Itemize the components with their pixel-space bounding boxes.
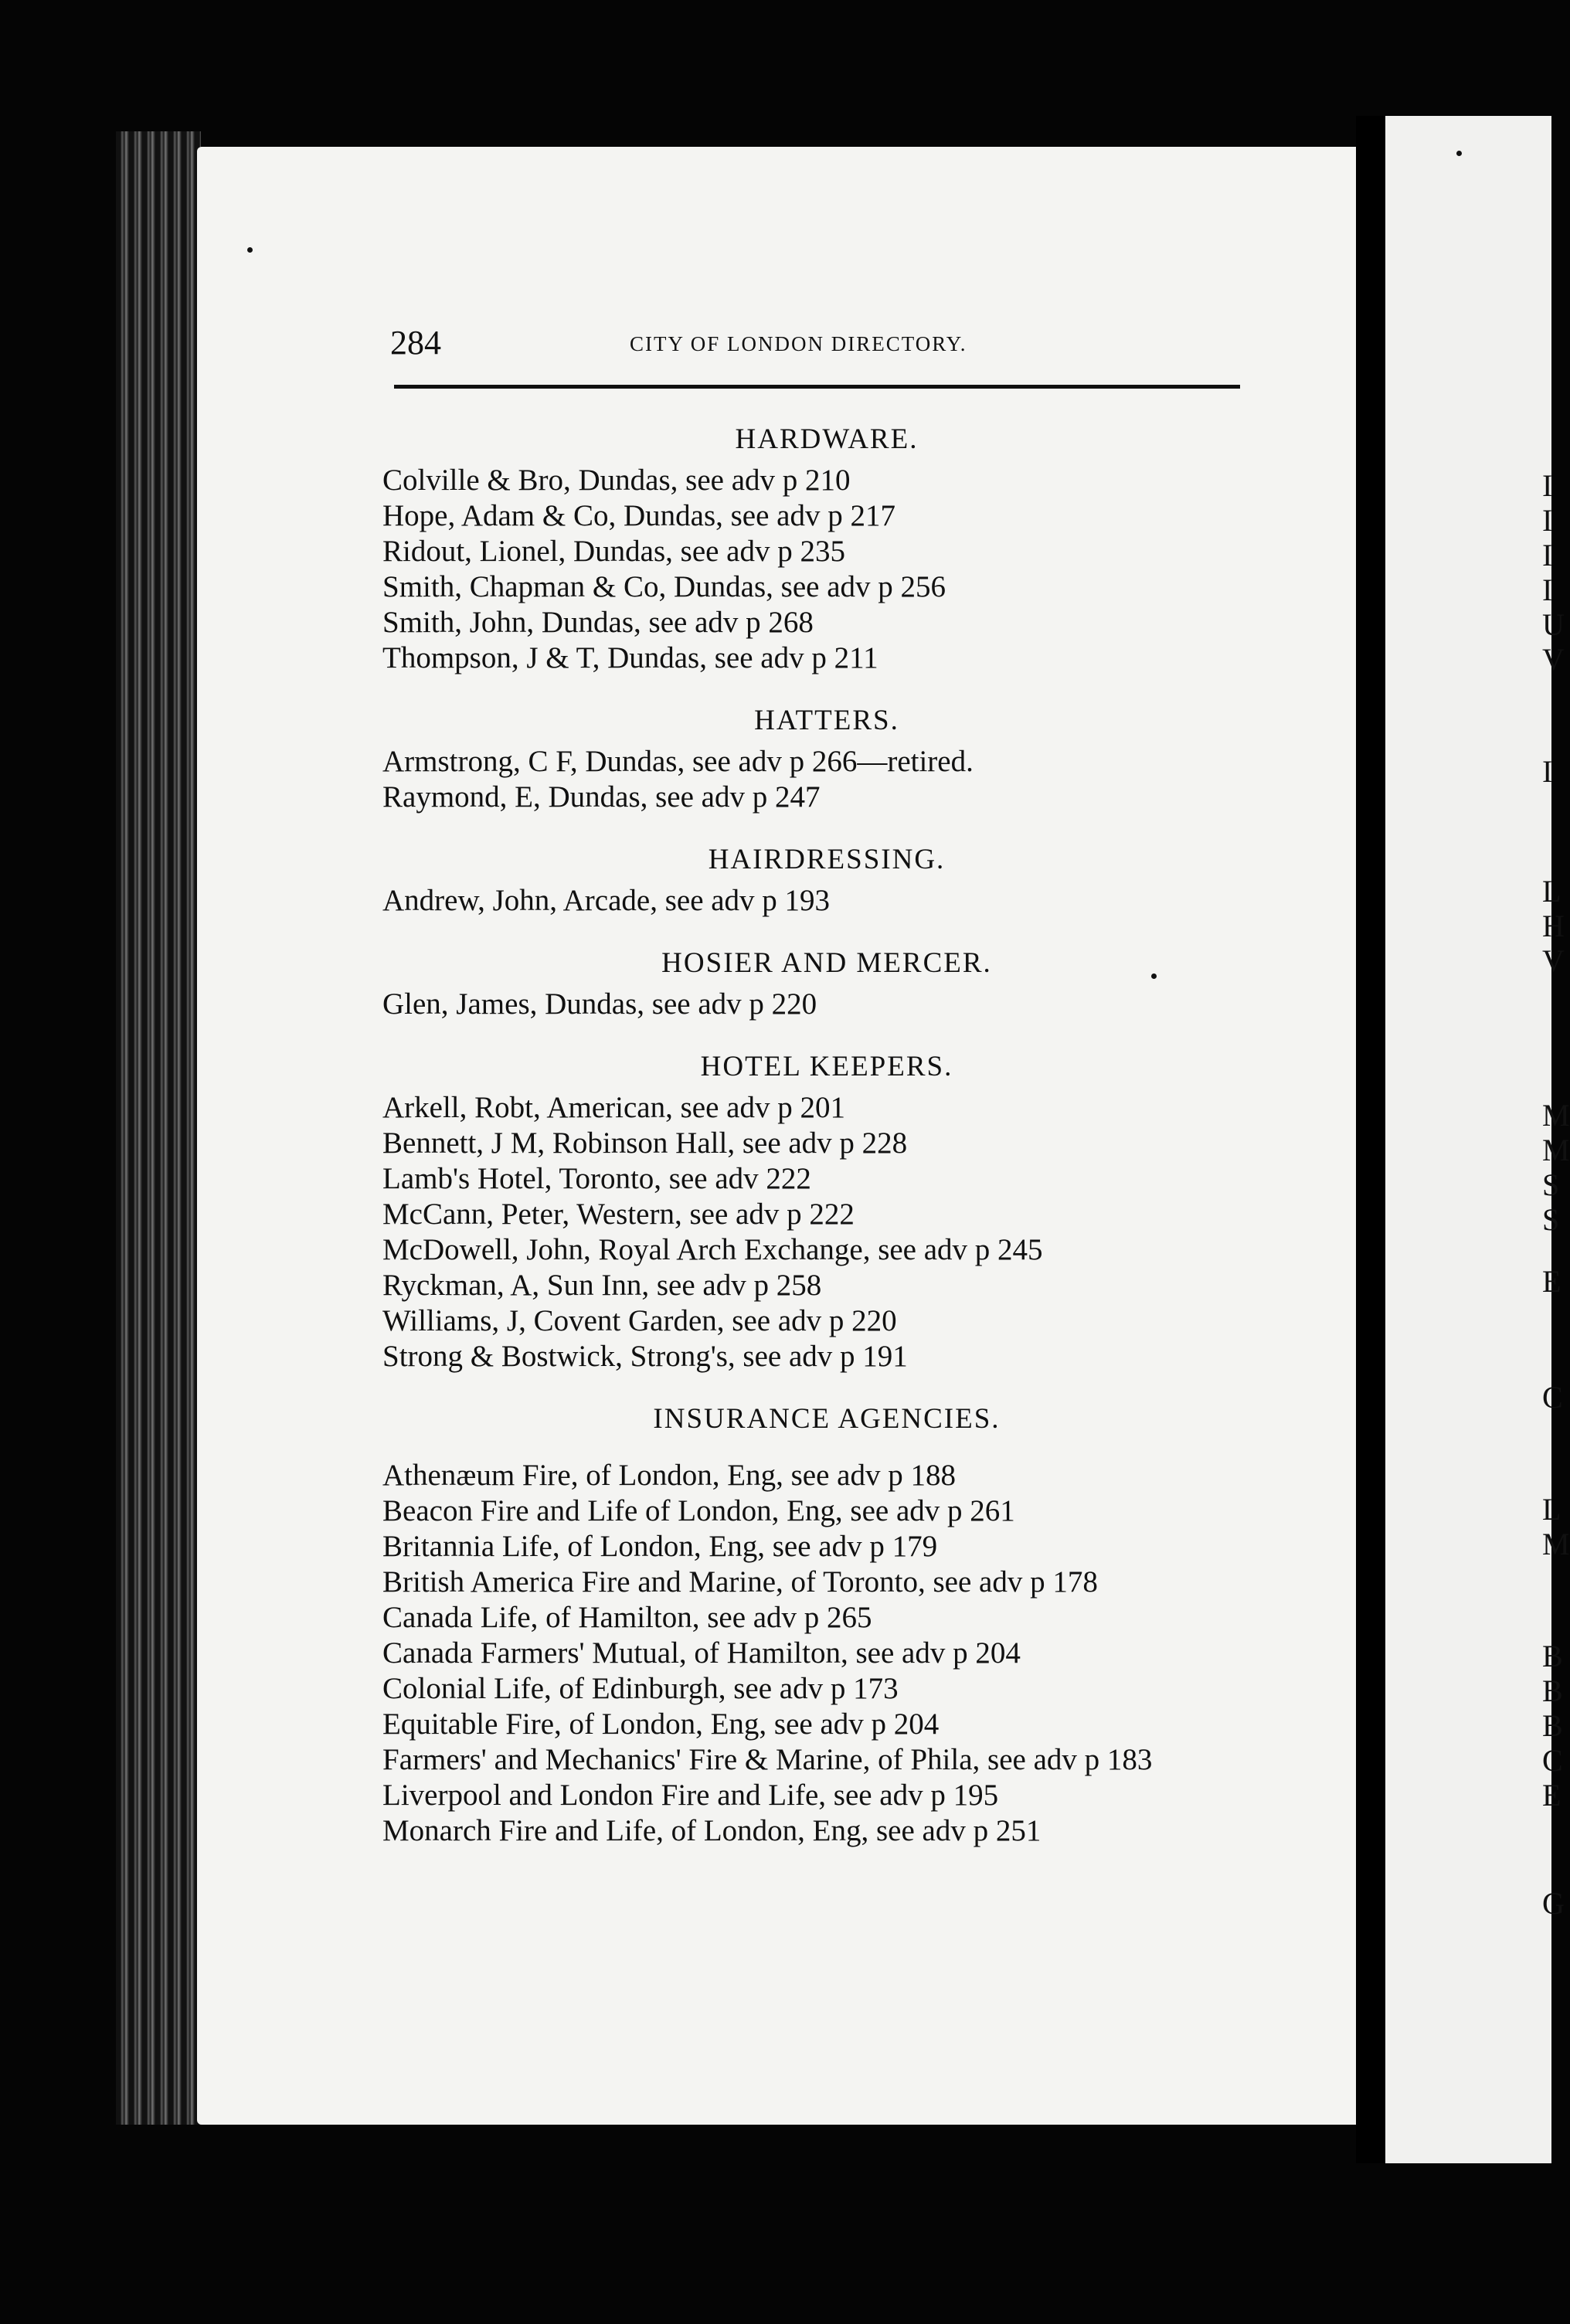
- list-item: Liverpool and London Fire and Life, see adv p 195: [382, 1779, 999, 1812]
- book-spine-shadow: [1356, 116, 1385, 2163]
- header-rule: [394, 385, 1240, 389]
- list-item: Colville & Bro, Dundas, see adv p 210: [382, 464, 851, 497]
- page-number: 284: [390, 324, 441, 362]
- facing-page-letter: I: [1542, 754, 1553, 789]
- list-item: Thompson, J & T, Dundas, see adv p 211: [382, 641, 878, 674]
- facing-page-letter: H: [1542, 909, 1565, 943]
- facing-page-letter: C: [1542, 1743, 1563, 1778]
- list-item: Glen, James, Dundas, see adv p 220: [382, 987, 817, 1021]
- facing-page-letter: S: [1542, 1167, 1560, 1202]
- section-gap: [382, 919, 1271, 945]
- page-header: [390, 323, 1240, 369]
- facing-page-letter: M: [1542, 1527, 1570, 1561]
- list-item: Arkell, Robt, American, see adv p 201: [382, 1091, 845, 1124]
- facing-page-letter: B: [1542, 1673, 1563, 1708]
- facing-page-letter: E: [1542, 1778, 1562, 1813]
- list-item: Athenæum Fire, of London, Eng, see adv p 188: [382, 1459, 956, 1492]
- list-item: Williams, J, Covent Garden, see adv p 220: [382, 1304, 897, 1337]
- facing-page-letter: E: [1542, 1264, 1562, 1299]
- list-item: Canada Farmers' Mutual, of Hamilton, see adv p 204: [382, 1636, 1021, 1670]
- list-item: Farmers' and Mechanics' Fire & Marine, of Phila, see adv p 183: [382, 1743, 1153, 1776]
- book-gutter: [116, 131, 201, 2125]
- spacer: [382, 1442, 1271, 1458]
- facing-page-letter: I: [1542, 573, 1553, 607]
- list-item: Armstrong, C F, Dundas, see adv p 266—retired.: [382, 745, 974, 778]
- section-insurance-agencies: [382, 1401, 1271, 1849]
- list-item: Ridout, Lionel, Dundas, see adv p 235: [382, 535, 845, 568]
- list-item: Ryckman, A, Sun Inn, see adv p 258: [382, 1269, 822, 1302]
- list-item: Hope, Adam & Co, Dundas, see adv p 217: [382, 499, 895, 532]
- running-head: CITY OF LONDON DIRECTORY.: [630, 332, 967, 355]
- list-item: Raymond, E, Dundas, see adv p 247: [382, 780, 821, 814]
- list-item: Equitable Fire, of London, Eng, see adv p 204: [382, 1707, 940, 1741]
- film-speck: [1151, 973, 1157, 979]
- facing-page-letter: I: [1542, 503, 1553, 538]
- list-item: McCann, Peter, Western, see adv p 222: [382, 1198, 855, 1231]
- list-item: British America Fire and Marine, of Toronto, see adv p 178: [382, 1565, 1098, 1599]
- facing-page-letter: S: [1542, 1202, 1560, 1237]
- list-item: Colonial Life, of Edinburgh, see adv p 173: [382, 1672, 899, 1705]
- section-title: HAIRDRESSING.: [708, 844, 946, 875]
- section-gap: [382, 676, 1271, 702]
- section-title: HARDWARE.: [735, 423, 919, 455]
- section-title: INSURANCE AGENCIES.: [653, 1403, 1001, 1435]
- section-hosier-and-mercer: [382, 945, 1271, 1022]
- list-item: Bennett, J M, Robinson Hall, see adv p 228: [382, 1126, 908, 1160]
- list-item: Canada Life, of Hamilton, see adv p 265: [382, 1601, 872, 1634]
- facing-page-letter: M: [1542, 1098, 1570, 1133]
- section-gap: [382, 1374, 1271, 1401]
- list-item: McDowell, John, Royal Arch Exchange, see adv p 245: [382, 1233, 1043, 1266]
- facing-page-letter: B: [1542, 1708, 1563, 1743]
- facing-page-edge: [1385, 116, 1551, 2163]
- facing-page-letter: C: [1542, 1380, 1563, 1415]
- facing-page-letter: I: [1542, 468, 1553, 503]
- facing-page-letter: M: [1542, 1133, 1570, 1167]
- section-hardware: [382, 421, 1271, 676]
- list-item: Strong & Bostwick, Strong's, see adv p 191: [382, 1340, 908, 1373]
- section-title: HATTERS.: [754, 705, 899, 736]
- facing-page-letter: U: [1542, 607, 1565, 642]
- directory-content: [382, 421, 1271, 1849]
- section-gap: [382, 1022, 1271, 1048]
- facing-page-letter: L: [1542, 1492, 1562, 1527]
- section-gap: [382, 815, 1271, 841]
- list-item: Andrew, John, Arcade, see adv p 193: [382, 884, 831, 917]
- section-hatters: [382, 702, 1271, 815]
- list-item: Smith, John, Dundas, see adv p 268: [382, 606, 814, 639]
- film-speck: [1456, 151, 1462, 156]
- facing-page-letter: V: [1542, 642, 1565, 677]
- section-hairdressing: [382, 841, 1271, 919]
- facing-page-letter: G: [1542, 1886, 1565, 1921]
- list-item: Britannia Life, of London, Eng, see adv p 179: [382, 1530, 938, 1563]
- facing-page-letter: B: [1542, 1639, 1563, 1673]
- film-speck: [247, 247, 253, 253]
- section-hotel-keepers: [382, 1048, 1271, 1374]
- facing-page-letter: V: [1542, 943, 1565, 978]
- facing-page-letter: I: [1542, 538, 1553, 573]
- list-item: Beacon Fire and Life of London, Eng, see adv p 261: [382, 1494, 1015, 1527]
- section-title: HOSIER AND MERCER.: [661, 947, 992, 979]
- list-item: Monarch Fire and Life, of London, Eng, see adv p 251: [382, 1814, 1042, 1847]
- list-item: Lamb's Hotel, Toronto, see adv 222: [382, 1162, 811, 1195]
- list-item: Smith, Chapman & Co, Dundas, see adv p 256: [382, 570, 946, 603]
- section-title: HOTEL KEEPERS.: [700, 1051, 953, 1082]
- facing-page-letter: L: [1542, 874, 1562, 909]
